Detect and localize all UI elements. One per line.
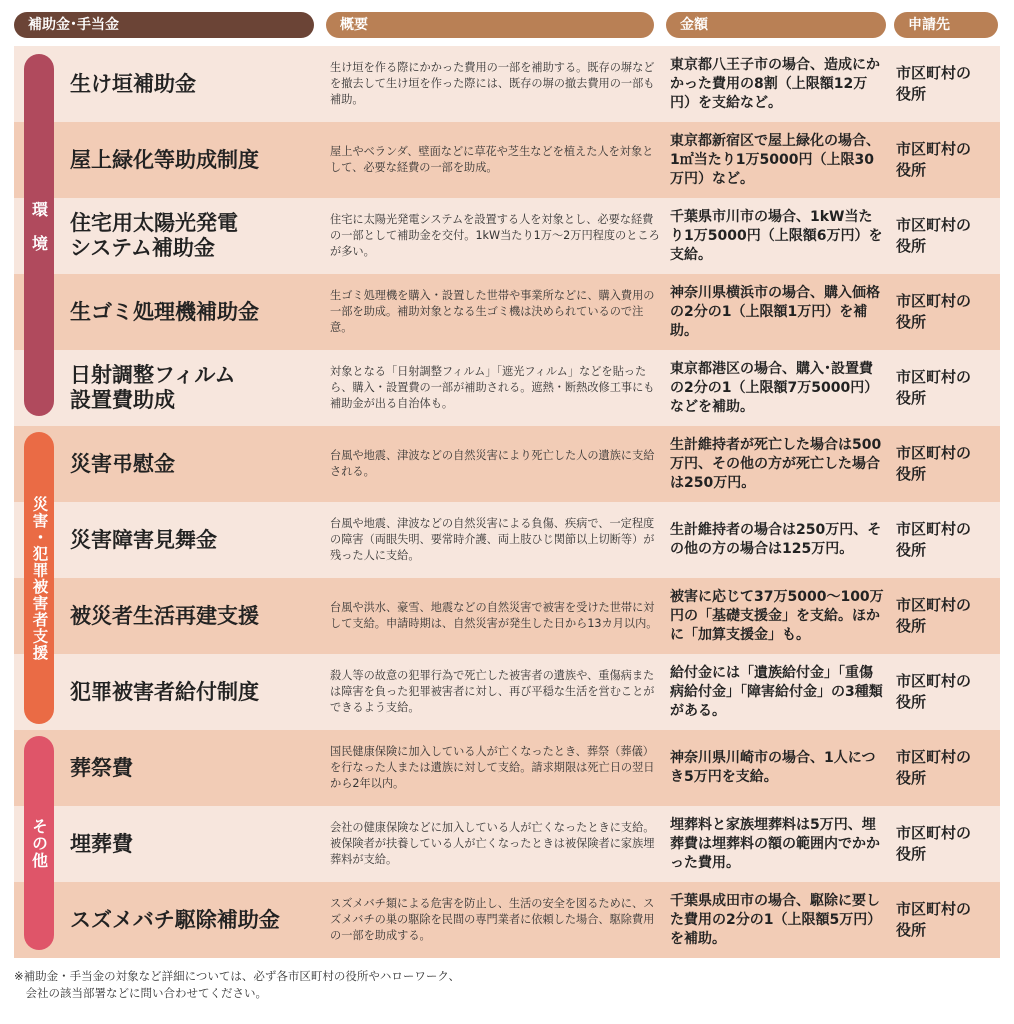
subsidy-apply: 市区町村の 役所 (896, 900, 972, 939)
subsidy-amount: 千葉県市川市の場合、1kW当たり1万5000円（上限額6万円）を支給。 (670, 208, 883, 263)
category-environment-label: 環境 (29, 201, 49, 269)
subsidy-amount: 給付金には「遺族給付金」「重傷病給付金」「障害給付金」の3種類がある。 (670, 664, 883, 719)
table-row (14, 274, 1000, 350)
subsidy-name: 日射調整フィルム 設置費助成 (70, 363, 236, 412)
subsidy-name: 生ゴミ処理機補助金 (70, 299, 259, 324)
footnote-line-2: 会社の該当部署などに問い合わせてください。 (14, 986, 267, 1000)
table-row (14, 350, 1000, 426)
subsidy-amount: 神奈川県横浜市の場合、購入価格の2分の1（上限額1万円）を補助。 (670, 284, 880, 339)
subsidy-name: 犯罪被害者給付制度 (70, 679, 259, 704)
header-subsidy: 補助金･手当金 (14, 12, 314, 38)
subsidy-name: 災害弔慰金 (70, 451, 175, 476)
subsidy-apply: 市区町村の 役所 (896, 140, 972, 179)
subsidy-apply: 市区町村の 役所 (896, 824, 972, 863)
subsidy-name: 屋上緑化等助成制度 (70, 147, 259, 172)
subsidy-summary: 台風や地震、津波などの自然災害による負傷、疾病で、一定程度の障害（両眼失明、要常時介護、両上肢ひじ関節以上切断等）が残った人に支給。 (330, 517, 655, 562)
category-disaster (24, 432, 54, 724)
subsidy-apply: 市区町村の 役所 (896, 748, 972, 787)
subsidy-name: 住宅用太陽光発電 システム補助金 (70, 211, 238, 260)
table-row (14, 502, 1000, 578)
subsidy-name: 葬祭費 (70, 755, 133, 780)
subsidy-name: 災害障害見舞金 (70, 527, 217, 552)
header-amount: 金額 (666, 12, 886, 38)
table-row (14, 882, 1000, 958)
subsidy-summary: 屋上やベランダ、壁面などに草花や芝生などを植えた人を対象として、必要な経費の一部を助成。 (330, 145, 654, 174)
subsidy-apply: 市区町村の 役所 (896, 444, 972, 483)
header-summary: 概要 (326, 12, 654, 38)
subsidy-summary: 台風や洪水、豪雪、地震などの自然災害で被害を受けた世帯に対して支給。申請時期は、自然災害が発生した日から13カ月以内。 (330, 601, 658, 630)
header-apply: 申請先 (894, 12, 998, 38)
table-row (14, 578, 1000, 654)
footnote (14, 968, 994, 1002)
subsidy-amount: 神奈川県川崎市の場合、1人につき5万円を支給。 (670, 750, 876, 785)
subsidy-summary: 対象となる「日射調整フィルム」「遮光フィルム」などを貼ったら、購入・設置費の一部が補助される。遮熱・断熱改修工事にも補助金が出る自治体も。 (330, 365, 655, 410)
subsidy-apply: 市区町村の 役所 (896, 596, 972, 635)
subsidy-summary: 殺人等の故意の犯罪行為で死亡した被害者の遺族や、重傷病または障害を負った犯罪被害者に対し、再び平穏な生活を営むことができるよう支給。 (330, 669, 655, 714)
table-row (14, 426, 1000, 502)
category-other-label: その他 (29, 817, 49, 869)
subsidy-summary: 会社の健康保険などに加入している人が亡くなったときに支給。被保険者が扶養している人が亡くなったときは被保険者に家族埋葬料が支給。 (330, 821, 655, 866)
subsidy-name: 生け垣補助金 (70, 71, 196, 96)
subsidy-summary: 生け垣を作る際にかかった費用の一部を補助する。既存の塀などを撤去して生け垣を作った際には、既存の塀の撤去費用の一部も補助。 (330, 61, 655, 106)
category-environment (24, 54, 54, 416)
subsidy-summary: 住宅に太陽光発電システムを設置する人を対象とし、必要な経費の一部として補助金を交付。1kW当たり1万～2万円程度のところが多い。 (330, 213, 660, 258)
subsidy-apply: 市区町村の 役所 (896, 216, 972, 255)
subsidy-apply: 市区町村の 役所 (896, 672, 972, 711)
subsidy-amount: 生計維持者の場合は250万円、その他の方の場合は125万円。 (670, 522, 882, 557)
subsidy-amount: 千葉県成田市の場合、駆除に要した費用の2分の1（上限額5万円）を補助。 (670, 892, 882, 947)
category-disaster-label: 災害･犯罪被害者支援 (30, 495, 49, 661)
subsidy-amount: 被害に応じて37万5000～100万円の「基礎支援金」を支給。ほかに「加算支援金」も。 (670, 588, 884, 643)
table-row (14, 730, 1000, 806)
subsidy-amount: 埋葬料と家族埋葬料は5万円、埋葬費は埋葬料の額の範囲内でかかった費用。 (670, 816, 880, 871)
footnote-line-1: ※補助金・手当金の対象など詳細については、必ず各市区町村の役所やハローワーク、 (14, 969, 460, 983)
table-row (14, 654, 1000, 730)
subsidy-apply: 市区町村の 役所 (896, 292, 972, 331)
subsidy-name: スズメバチ駆除補助金 (70, 907, 280, 932)
subsidy-summary: 国民健康保険に加入している人が亡くなったとき、葬祭（葬儀）を行なった人または遺族に対して支給。請求期限は死亡日の翌日から2年以内。 (330, 745, 655, 790)
subsidy-amount: 生計維持者が死亡した場合は500万円、その他の方が死亡した場合は250万円。 (670, 436, 882, 491)
subsidy-amount: 東京都港区の場合、購入･設置費の2分の1（上限額7万5000円）などを補助。 (670, 360, 879, 415)
subsidy-name: 被災者生活再建支援 (70, 603, 259, 628)
subsidy-summary: 台風や地震、津波などの自然災害により死亡した人の遺族に支給される。 (330, 449, 655, 478)
category-other (24, 736, 54, 950)
subsidy-summary: 生ゴミ処理機を購入・設置した世帯や事業所などに、購入費用の一部を助成。補助対象となる生ゴミ機は決められているので注意。 (330, 289, 655, 334)
table-row (14, 46, 1000, 122)
table-row (14, 198, 1000, 274)
subsidy-summary: スズメバチ類による危害を防止し、生活の安全を図るために、スズメバチの巣の駆除を民間の専門業者に依頼した場合、駆除費用の一部を助成する。 (330, 897, 655, 942)
table-row (14, 122, 1000, 198)
subsidy-apply: 市区町村の 役所 (896, 64, 972, 103)
subsidy-amount: 東京都新宿区で屋上緑化の場合、1㎡当たり1万5000円（上限30万円）など。 (670, 132, 880, 187)
subsidy-name: 埋葬費 (70, 831, 133, 856)
subsidy-apply: 市区町村の 役所 (896, 368, 972, 407)
subsidy-amount: 東京都八王子市の場合、造成にかかった費用の8割（上限額12万円）を支給など。 (670, 56, 880, 111)
table-row (14, 806, 1000, 882)
subsidy-table (14, 46, 1000, 956)
subsidy-apply: 市区町村の 役所 (896, 520, 972, 559)
